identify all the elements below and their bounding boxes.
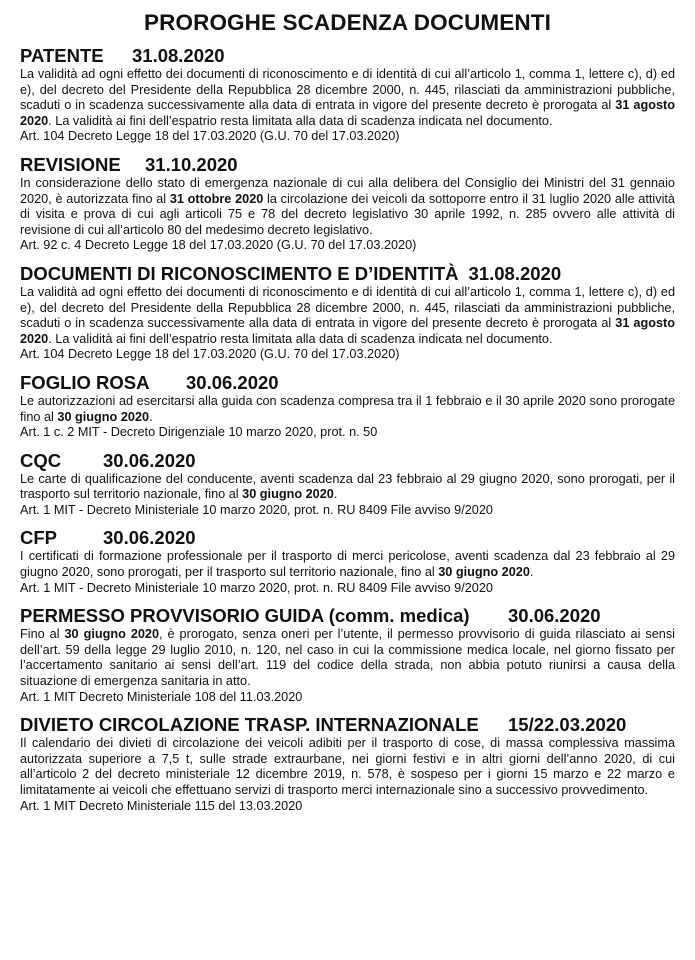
section-divieto-circolazione xyxy=(20,714,675,814)
section-reference: Art. 92 c. 4 Decreto Legge 18 del 17.03.2020 (G.U. 70 del 17.03.2020) xyxy=(20,238,417,253)
section-reference: Art. 104 Decreto Legge 18 del 17.03.2020 (G.U. 70 del 17.03.2020) xyxy=(20,347,400,362)
section-date: 31.08.2020 xyxy=(132,45,225,66)
section-body: In considerazione dello stato di emergenza nazionale di cui alla delibera del Consiglio dei Ministri del 31 gennaio 2020, è autorizzata fino al 31 ottobre 2020 la circolazione dei veicoli da sottoporre entro il 31 luglio 2020 alle attività di visita e prova di cui agli articoli 75 e 78 del decreto legislativo 30 aprile 1992, n. 285 ovvero alle attività di revisione di cui all’articolo 80 del medesimo decreto legislativo. xyxy=(20,175,675,237)
section-date: 30.06.2020 xyxy=(103,449,196,471)
section-documenti-riconoscimento xyxy=(20,263,675,363)
section-date: 30.06.2020 xyxy=(103,527,196,549)
document-title: PROROGHE SCADENZA DOCUMENTI xyxy=(144,10,551,35)
section-heading xyxy=(20,154,675,175)
section-body: I certificati di formazione professionale per il trasporto di merci pericolose, aventi scadenza dal 23 febbraio al 29 giugno 2020, sono prorogati, per il trasporto sul territorio nazionale, fino al 30 giugno 2020. xyxy=(20,549,675,580)
section-body: Le carte di qualificazione del conducente, aventi scadenza dal 23 febbraio al 29 giugno 2020, sono prorogati, per il trasporto sul territorio nazionale, fino al 30 giugno 2020. xyxy=(20,471,675,502)
section-heading xyxy=(20,605,675,626)
section-title: DOCUMENTI DI RICONOSCIMENTO E D’IDENTITÀ xyxy=(20,262,459,284)
section-heading xyxy=(20,372,675,393)
section-title: DIVIETO CIRCOLAZIONE TRASP. INTERNAZIONALE xyxy=(20,714,479,736)
section-heading xyxy=(20,263,675,284)
section-body: Le autorizzazioni ad esercitarsi alla guida con scadenza compresa tra il 1 febbraio e il 30 aprile 2020 sono prorogate fino al 30 giugno 2020. xyxy=(20,393,675,424)
section-reference: Art. 1 MIT Decreto Ministeriale 115 del 13.03.2020 xyxy=(20,798,303,813)
highlighted-date: 31 ottobre 2020 xyxy=(169,191,264,206)
section-title: FOGLIO ROSA xyxy=(20,371,150,393)
section-heading xyxy=(20,527,675,548)
section-reference: Art. 1 MIT - Decreto Ministeriale 10 marzo 2020, prot. n. RU 8409 File avviso 9/2020 xyxy=(20,580,493,595)
section-revisione xyxy=(20,154,675,254)
section-body: Il calendario dei divieti di circolazione dei veicoli adibiti per il trasporto di cose, di massa complessiva massima autorizzata superiore a 7,5 t, sulle strade extraurbane, nei giorni festivi e in altri giorni dell’anno 2020, di cui all’articolo 2 del decreto ministeriale 12 dicembre 2019, n. 578, è sospeso per i giorni 15 marzo e 22 marzo e limitatamente ai veicoli che effettuano servizi di trasporto merci internazionale sino a successivo provvedimento. xyxy=(20,736,675,797)
section-body: Fino al 30 giugno 2020, è prorogato, senza oneri per l’utente, il permesso provvisorio di guida rilasciato ai sensi dell’art. 59 della legge 29 luglio 2010, n. 120, nel caso in cui la commissione medica locale, nel giorno fissato per l’accertamento sanitario ai sensi dell’art. 119 del codice della strada, non abbia potuto riunirsi a causa della situazione di emergenza sanitaria in atto. xyxy=(20,627,675,689)
highlighted-date: 30 giugno 2020 xyxy=(57,409,150,424)
section-title: CFP xyxy=(20,527,57,549)
section-title: PERMESSO PROVVISORIO GUIDA (comm. medica) xyxy=(20,605,470,627)
section-heading xyxy=(20,714,675,735)
section-cqc xyxy=(20,450,675,519)
section-date: 31.08.2020 xyxy=(468,262,562,284)
section-title: REVISIONE xyxy=(20,153,121,175)
section-date: 31.10.2020 xyxy=(145,153,238,175)
section-heading xyxy=(20,45,675,66)
section-title: CQC xyxy=(20,449,62,471)
highlighted-date: 30 giugno 2020 xyxy=(242,487,334,502)
section-patente xyxy=(20,45,675,145)
highlighted-date: 31 agosto 2020 xyxy=(20,316,676,346)
section-reference: Art. 1 MIT - Decreto Ministeriale 10 marzo 2020, prot. n. RU 8409 File avviso 9/2020 xyxy=(20,502,493,517)
section-date: 30.06.2020 xyxy=(508,605,601,627)
section-cfp xyxy=(20,527,675,596)
section-body: La validità ad ogni effetto dei documenti di riconoscimento e di identità di cui all’articolo 1, comma 1, lettere c), d) ed e), del decreto del Presidente della Repubblica 28 dicembre 2000, n. 445, rilasciati da amministrazioni pubbliche, scaduti o in scadenza successivamente alla data di entrata in vigore del presente decreto è prorogata al 31 agosto 2020. La validità ai fini dell’espatrio resta limitata alla data di scadenza indicata nel documento. xyxy=(20,67,676,128)
section-reference: Art. 1 MIT Decreto Ministeriale 108 del 11.03.2020 xyxy=(20,689,303,704)
section-body: La validità ad ogni effetto dei documenti di riconoscimento e di identità di cui all’articolo 1, comma 1, lettere c), d) ed e), del decreto del Presidente della Repubblica 28 dicembre 2000, n. 445, rilasciati da amministrazioni pubbliche, scaduti o in scadenza successivamente alla data di entrata in vigore del presente decreto è prorogata al 31 agosto 2020. La validità ai fini dell’espatrio resta limitata alla data di scadenza indicata nel documento. xyxy=(20,284,676,346)
section-title: PATENTE xyxy=(20,45,104,66)
highlighted-date: 31 agosto 2020 xyxy=(20,98,676,128)
section-permesso-provvisorio xyxy=(20,605,675,705)
highlighted-date: 30 giugno 2020 xyxy=(438,565,530,580)
highlighted-date: 30 giugno 2020 xyxy=(64,627,160,642)
section-heading xyxy=(20,450,675,471)
section-date: 15/22.03.2020 xyxy=(508,714,627,736)
section-foglio-rosa xyxy=(20,372,675,441)
section-reference: Art. 1 c. 2 MIT - Decreto Dirigenziale 10 marzo 2020, prot. n. 50 xyxy=(20,425,378,440)
section-reference: Art. 104 Decreto Legge 18 del 17.03.2020 (G.U. 70 del 17.03.2020) xyxy=(20,129,400,144)
section-date: 30.06.2020 xyxy=(186,371,279,393)
